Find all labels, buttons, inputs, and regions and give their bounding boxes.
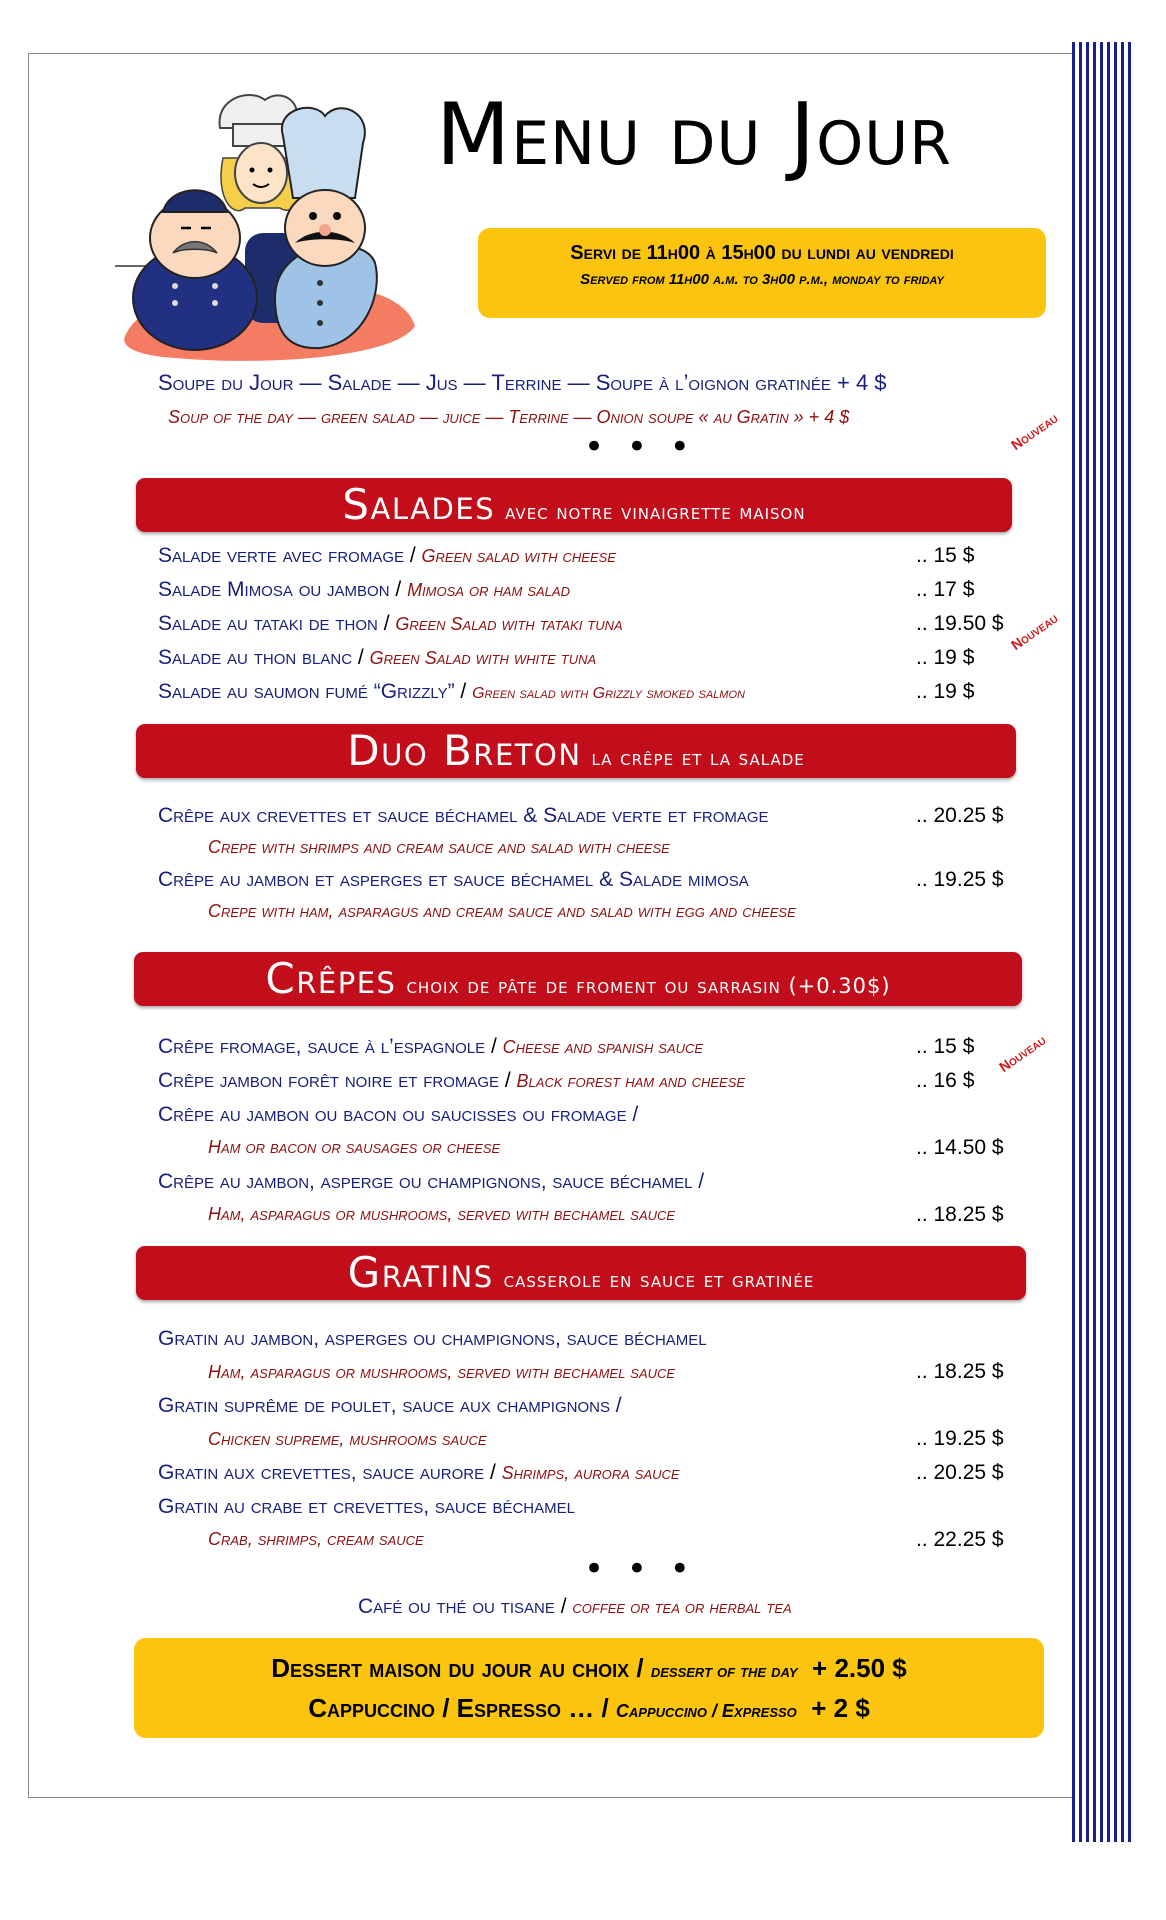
hours-en: Served from 11h00 a.m. to 3h00 p.m., monday to friday [580,271,944,288]
nouveau-badge: Nouveau [1008,409,1061,454]
menu-item-en: Crab, shrimps, cream sauce [208,1529,424,1549]
menu-item-en: Crepe with shrimps and cream sauce and salad with cheese [208,837,670,857]
section-bar-gratins [136,1246,1026,1300]
menu-item-en: Crepe with ham, asparagus and cream sauce and salad with egg and cheese [208,901,796,921]
menu-item: Crêpe au jambon ou bacon ou saucisses ou fromage / [158,1103,639,1126]
section-heading-crepes: Crêpes [265,954,397,1003]
menu-item-en: Chicken supreme, mushrooms sauce [208,1429,487,1449]
hours-box [478,228,1046,318]
item-price: .. 14.50 $ [916,1136,1004,1159]
item-price: .. 15 $ [916,1035,975,1058]
hours-fr: Servi de 11h00 à 15h00 du lundi au vendredi [570,242,954,264]
nouveau-badge: Nouveau [1008,609,1061,654]
intro-en: Soup of the day — green salad — juice — Terrine — Onion soupe « au Gratin » + 4 $ [168,407,850,427]
item-price: .. 20.25 $ [916,804,1004,827]
menu-item: Gratin au jambon, asperges ou champignons, sauce béchamel [158,1327,707,1350]
item-price: .. 20.25 $ [916,1461,1004,1484]
section-bar-duo [136,724,1016,778]
menu-item-en: Ham, asparagus or mushrooms, served with bechamel sauce [208,1362,676,1382]
item-price: .. 19 $ [916,680,975,703]
menu-title: Menu du Jour [436,85,952,185]
item-price: .. 15 $ [916,544,975,567]
item-price: .. 19.50 $ [916,612,1004,635]
section-bar-salades [136,478,1012,532]
section-subheading-gratins: casserole en sauce et gratinée [503,1268,815,1292]
section-heading-gratins: Gratins [347,1248,494,1297]
item-price: .. 16 $ [916,1069,975,1092]
chefs-illustration-icon [115,88,455,363]
menu-item: Salade au thon blanc / Green Salad with white tuna [158,646,597,669]
section-subheading-crepes: choix de pâte de froment ou sarrasin (+0.30$) [406,974,891,998]
menu-item-en: Ham or bacon or sausages or cheese [208,1137,501,1157]
item-price: .. 17 $ [916,578,975,601]
divider-dots: • • • [584,427,696,467]
nouveau-badge: Nouveau [996,1031,1049,1076]
item-price: .. 22.25 $ [916,1528,1004,1551]
item-price: .. 18.25 $ [916,1203,1004,1226]
section-heading-duo: Duo Breton [347,726,582,775]
intro-fr: Soupe du Jour — Salade — Jus — Terrine — Soupe à l’oignon gratinée + 4 $ [158,370,887,395]
menu-item: Crêpe au jambon, asperge ou champignons, sauce béchamel / [158,1170,705,1193]
menu-item: Salade Mimosa ou jambon / Mimosa or ham salad [158,578,570,601]
menu-item: Crêpe au jambon et asperges et sauce béchamel & Salade mimosa [158,868,749,891]
coffee-line: Cappuccino / Espresso … / Cappuccino / Expresso + 2 $ [308,1693,870,1723]
menu-item: Crêpe fromage, sauce à l’espagnole / Cheese and spanish sauce [158,1035,704,1058]
item-price: .. 19 $ [916,646,975,669]
menu-item: Crêpe aux crevettes et sauce béchamel & Salade verte et fromage [158,804,769,827]
section-bar-crepes [134,952,1022,1006]
section-subheading-duo: la crêpe et la salade [591,746,805,770]
item-price: .. 19.25 $ [916,1427,1004,1450]
menu-item: Crêpe jambon forêt noire et fromage / Black forest ham and cheese [158,1069,746,1092]
item-price: .. 19.25 $ [916,868,1004,891]
dessert-box [134,1638,1044,1738]
menu-item-en: Ham, asparagus or mushrooms, served with bechamel sauce [208,1204,676,1224]
drinks-line: Café ou thé ou tisane / coffee or tea or herbal tea [358,1595,792,1618]
menu-item: Salade au saumon fumé “Grizzly” / Green salad with Grizzly smoked salmon [158,680,745,703]
item-price: .. 18.25 $ [916,1360,1004,1383]
side-stripes [1072,42,1134,1842]
menu-item: Salade au tataki de thon / Green Salad with tataki tuna [158,612,623,635]
menu-item: Gratin au crabe et crevettes, sauce béchamel [158,1495,575,1518]
section-subheading-salades: avec notre vinaigrette maison [505,500,806,524]
menu-item: Gratin aux crevettes, sauce aurore / Shrimps, aurora sauce [158,1461,680,1484]
divider-dots: • • • [584,1549,696,1589]
menu-item: Gratin suprême de poulet, sauce aux champignons / [158,1394,622,1417]
section-heading-salades: Salades [342,480,496,529]
dessert-line: Dessert maison du jour au choix / dessert of the day + 2.50 $ [271,1653,907,1683]
menu-item: Salade verte avec fromage / Green salad with cheese [158,544,616,567]
